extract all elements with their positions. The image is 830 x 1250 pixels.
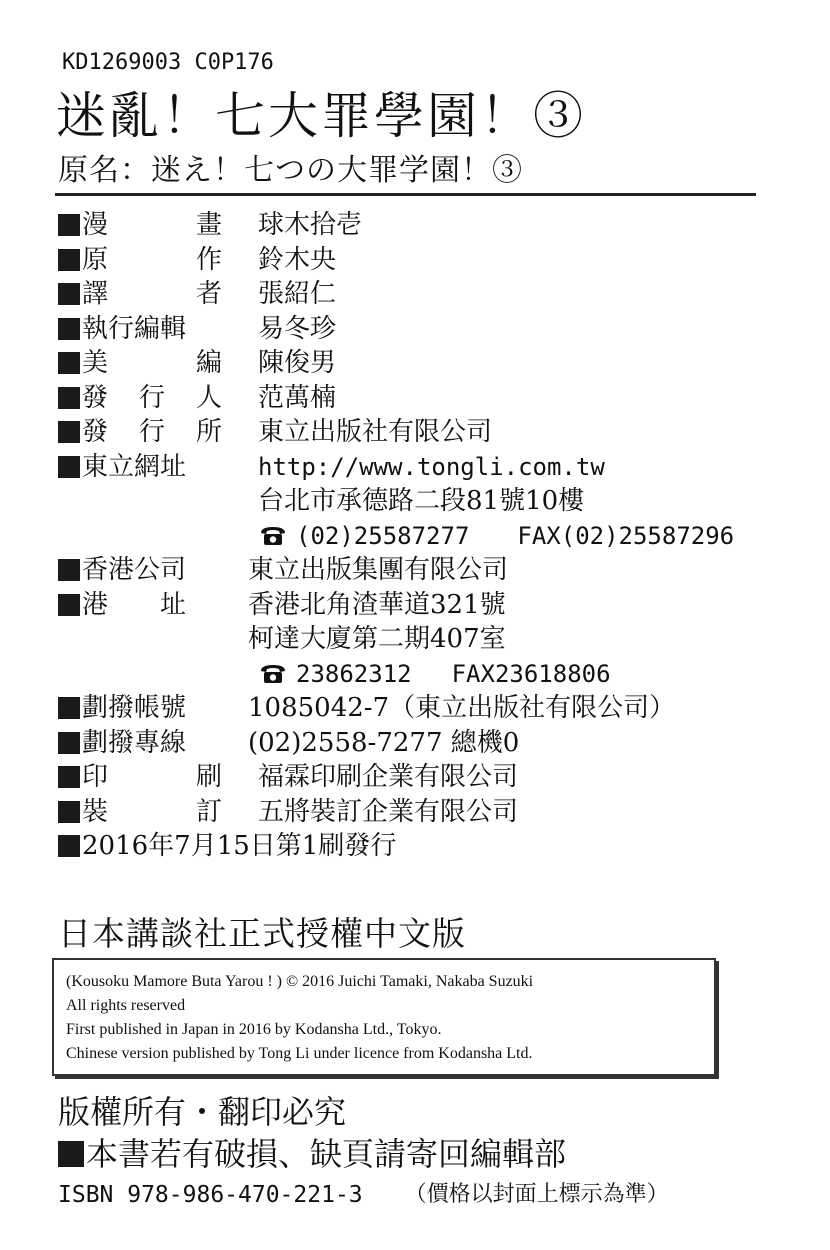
- credit-label: 劃撥專線: [82, 727, 187, 758]
- credit-label: 劃撥帳號: [82, 693, 187, 723]
- credit-value: 東立出版集團有限公司: [248, 555, 509, 585]
- bullet-square-icon: [58, 318, 80, 340]
- credit-row-website: [58, 450, 758, 485]
- bullet-square-icon: [58, 421, 80, 443]
- publish-date-row: [58, 829, 758, 863]
- bullet-square-icon: [58, 352, 80, 374]
- hk-address-row-2: [58, 622, 758, 657]
- tongli-address: 台北市承德路二段81號10樓: [258, 486, 585, 516]
- credit-label: 譯 者: [82, 279, 222, 309]
- damaged-notice: 本書若有破損、缺頁請寄回編輯部: [86, 1135, 567, 1173]
- copyright-line: Chinese version published by Tong Li under licence from Kodansha Ltd.: [66, 1045, 533, 1062]
- credit-value: (02)2558-7277 總機0: [248, 727, 520, 758]
- credit-label: 發 行 人: [82, 382, 222, 413]
- credit-row-hk-address: [58, 588, 758, 623]
- hk-fax: FAX23618806: [451, 659, 611, 688]
- tongli-address-row: [58, 484, 758, 519]
- credit-label: 美 編: [82, 348, 222, 378]
- title-divider: [55, 193, 756, 196]
- credit-row-hk-company: [58, 553, 758, 588]
- credit-row-editor: [58, 312, 758, 347]
- credit-label: 香港公司: [82, 555, 187, 585]
- credit-value: 鈴木央: [258, 244, 337, 275]
- copyright-line: First published in Japan in 2016 by Kodansha Ltd., Tokyo.: [66, 1021, 442, 1038]
- credit-value: 球木拾壱: [258, 210, 363, 240]
- credit-label: 裝 訂: [82, 796, 222, 827]
- credits-list: [58, 208, 758, 863]
- credit-label: 東立網址: [82, 451, 187, 482]
- catalog-code: KD1269003 C0P176: [62, 50, 274, 75]
- website-link[interactable]: http://www.tongli.com.tw: [258, 452, 605, 481]
- hk-contact-row: [58, 657, 758, 692]
- isbn: ISBN 978-986-470-221-3: [58, 1182, 363, 1208]
- tongli-contact-row: [58, 519, 758, 554]
- tongli-phone: (02)25587277: [296, 521, 470, 550]
- bullet-square-icon: [58, 387, 80, 409]
- credit-row-publisher: [58, 381, 758, 416]
- bullet-square-icon: [58, 559, 80, 581]
- rights-notice: 版權所有・翻印必究: [58, 1093, 347, 1131]
- hk-address-line2: 柯達大廈第二期407室: [248, 624, 506, 654]
- bullet-square-icon: [58, 214, 80, 236]
- copyright-box: [52, 958, 716, 1076]
- hk-address-line1: 香港北角渣華道321號: [248, 589, 506, 620]
- publish-date: 2016年7月15日第1刷發行: [82, 831, 397, 861]
- license-heading: 日本講談社正式授權中文版: [58, 914, 466, 953]
- credit-value: 1085042-7（東立出版社有限公司）: [248, 693, 676, 723]
- credit-value: 福霖印刷企業有限公司: [258, 762, 519, 792]
- book-title: 迷亂！七大罪學園！③: [56, 87, 586, 145]
- tongli-fax: FAX(02)25587296: [517, 521, 735, 550]
- copyright-line: All rights reserved: [66, 997, 186, 1014]
- damaged-notice-row: [58, 1134, 566, 1174]
- credit-row-translator: [58, 277, 758, 312]
- credit-value: 陳俊男: [258, 348, 337, 378]
- isbn-row: [58, 1178, 758, 1212]
- telephone-icon: [258, 524, 288, 546]
- credit-label: 港 址: [82, 589, 186, 620]
- bullet-square-icon: [58, 594, 80, 616]
- credit-value: 五將裝訂企業有限公司: [258, 796, 519, 827]
- credit-row-art-editor: [58, 346, 758, 381]
- credit-row-printing: [58, 760, 758, 795]
- bullet-square-icon: [58, 283, 80, 305]
- bullet-square-icon: [58, 835, 80, 857]
- credit-row-account-line: [58, 726, 758, 761]
- bullet-square-icon: [58, 249, 80, 271]
- original-title: 原名：迷え！七つの大罪学園！③: [58, 153, 523, 188]
- credit-label: 原 作: [82, 244, 222, 275]
- bullet-square-icon: [58, 1141, 84, 1167]
- credit-label: 漫 畫: [82, 210, 222, 240]
- credit-label: 發 行 所: [82, 417, 222, 447]
- bullet-square-icon: [58, 801, 80, 823]
- credit-label: 執行編輯: [82, 313, 187, 344]
- credit-label: 印 刷: [82, 762, 222, 792]
- bullet-square-icon: [58, 766, 80, 788]
- credit-value: 東立出版社有限公司: [258, 417, 493, 447]
- copyright-line: (Kousoku Mamore Buta Yarou ! ) © 2016 Juichi Tamaki, Nakaba Suzuki: [66, 973, 534, 990]
- telephone-icon: [258, 662, 288, 684]
- bullet-square-icon: [58, 732, 80, 754]
- credit-value: 易冬珍: [258, 313, 337, 344]
- credit-row-artist: [58, 208, 758, 243]
- credit-value: 范萬楠: [258, 382, 337, 413]
- price-note: （價格以封面上標示為準）: [404, 1182, 669, 1207]
- credit-row-publishing-house: [58, 415, 758, 450]
- credit-value: 張紹仁: [258, 279, 337, 309]
- credit-row-binding: [58, 795, 758, 830]
- credit-row-author: [58, 243, 758, 278]
- bullet-square-icon: [58, 697, 80, 719]
- hk-phone: 23862312: [296, 659, 412, 688]
- credit-row-account-no: [58, 691, 758, 726]
- bullet-square-icon: [58, 456, 80, 478]
